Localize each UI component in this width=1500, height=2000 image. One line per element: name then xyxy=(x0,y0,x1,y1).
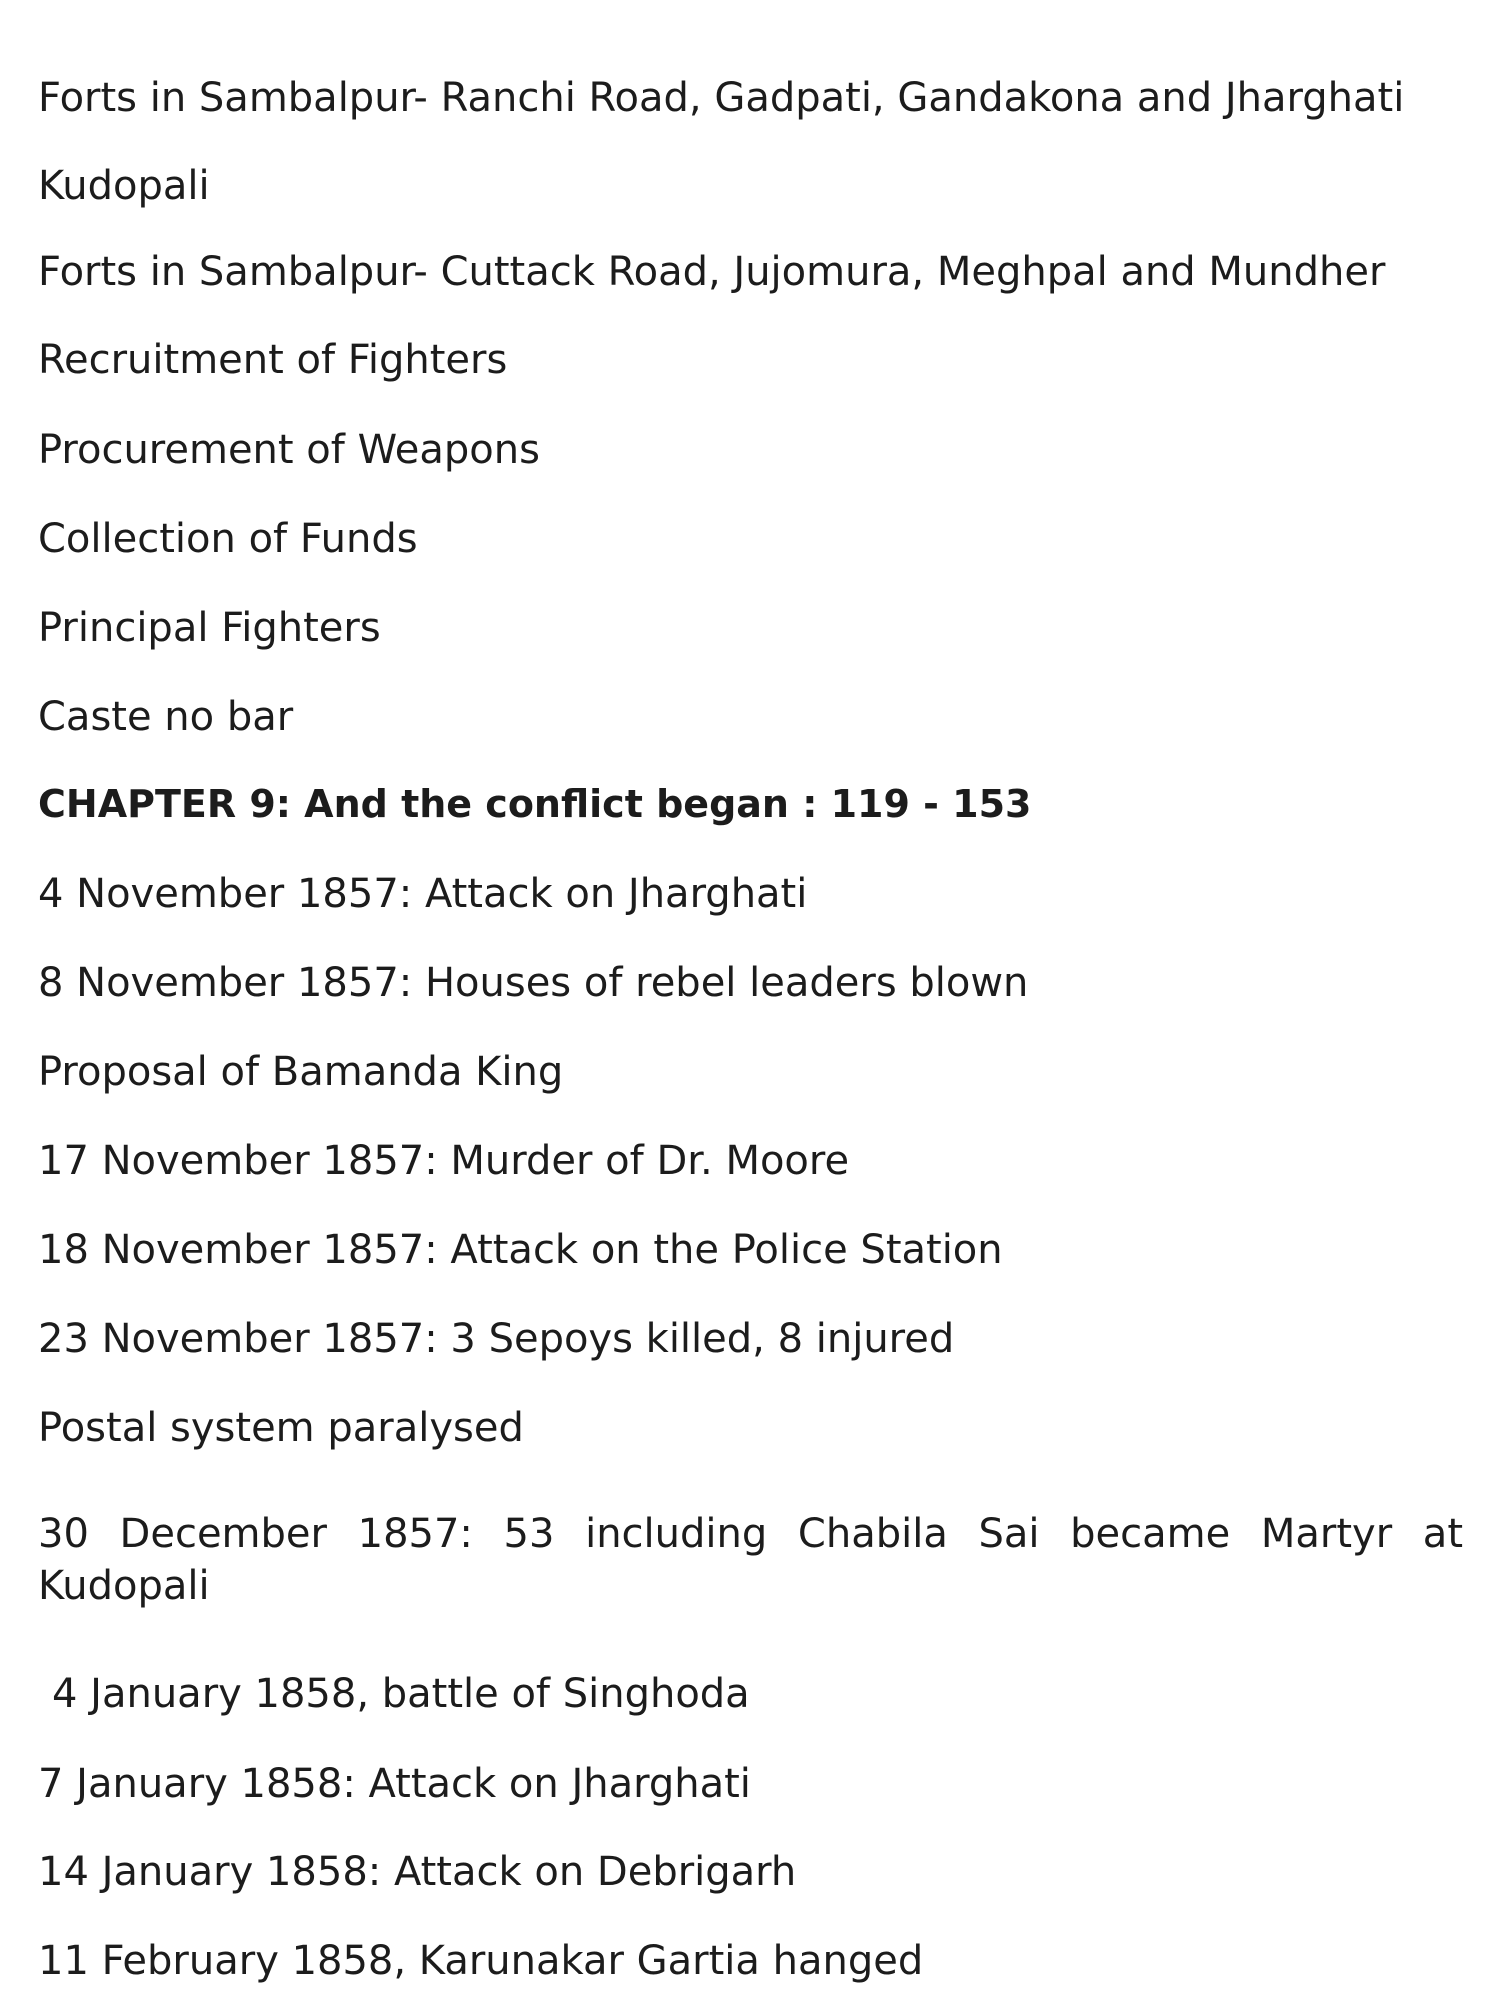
toc-entry: Principal Fighters xyxy=(38,605,381,651)
toc-entry: 7 January 1858: Attack on Jharghati xyxy=(38,1761,751,1807)
toc-entry: 4 January 1858, battle of Singhoda xyxy=(52,1671,750,1717)
toc-entry: 18 November 1857: Attack on the Police Station xyxy=(38,1227,1003,1273)
toc-entry: Forts in Sambalpur- Cuttack Road, Jujomura, Meghpal and Mundher xyxy=(38,249,1386,295)
toc-entry: 4 November 1857: Attack on Jharghati xyxy=(38,871,808,917)
toc-entry: 17 November 1857: Murder of Dr. Moore xyxy=(38,1138,850,1184)
toc-entry: Postal system paralysed xyxy=(38,1405,524,1451)
toc-entry: Proposal of Bamanda King xyxy=(38,1049,564,1095)
toc-entry: Collection of Funds xyxy=(38,516,418,562)
toc-entry: Procurement of Weapons xyxy=(38,427,540,473)
toc-entry: Caste no bar xyxy=(38,694,294,740)
toc-entry: 14 January 1858: Attack on Debrigarh xyxy=(38,1849,797,1895)
toc-entry: Kudopali xyxy=(38,163,210,209)
toc-entry-paragraph: 30 December 1857: 53 including Chabila Sai became Martyr at Kudopali xyxy=(38,1511,1463,1609)
toc-entry: 23 November 1857: 3 Sepoys killed, 8 injured xyxy=(38,1316,955,1362)
chapter-heading: CHAPTER 9: And the conflict began : 119 - 153 xyxy=(38,782,1032,826)
toc-entry: 11 February 1858, Karunakar Gartia hanged xyxy=(38,1938,924,1984)
toc-entry: Recruitment of Fighters xyxy=(38,337,508,383)
toc-entry: Forts in Sambalpur- Ranchi Road, Gadpati, Gandakona and Jharghati xyxy=(38,75,1405,121)
toc-entry: 8 November 1857: Houses of rebel leaders blown xyxy=(38,960,1029,1006)
